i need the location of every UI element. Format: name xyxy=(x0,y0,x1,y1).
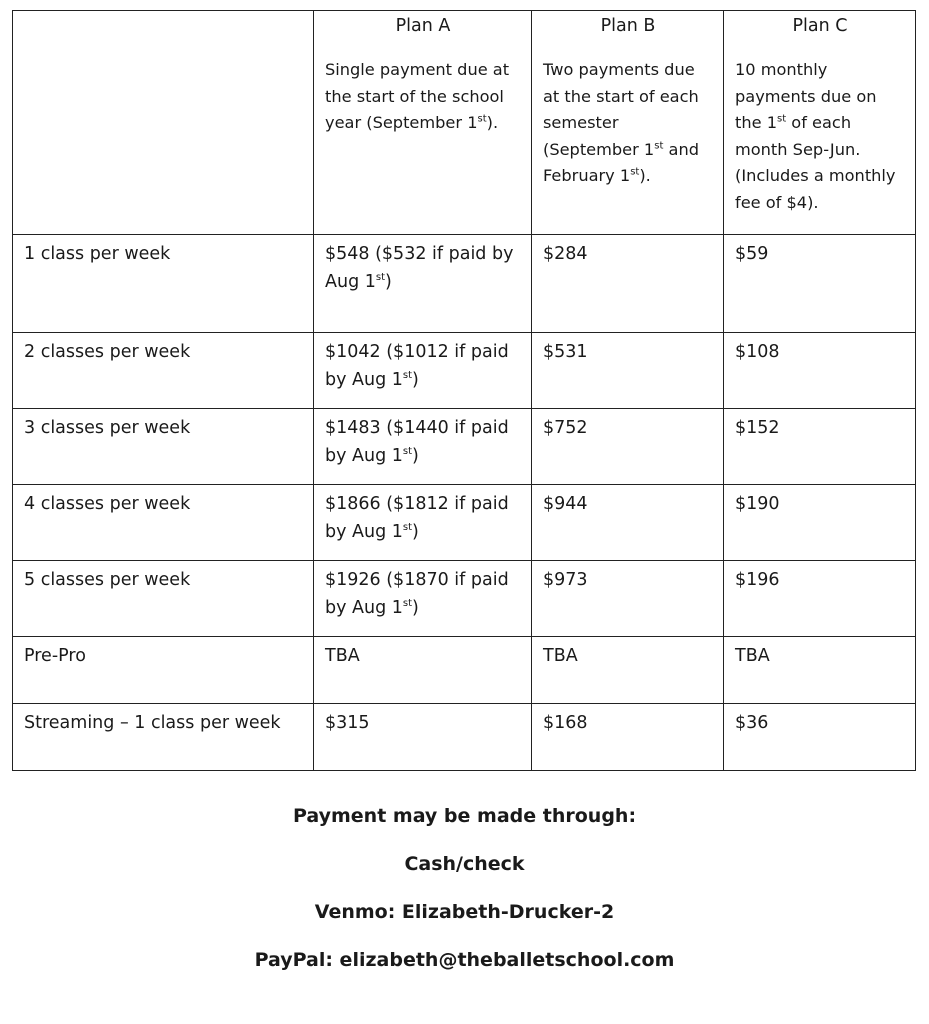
table-row xyxy=(13,235,916,333)
plan-b-price: $752 xyxy=(532,409,724,485)
plan-a-price: TBA xyxy=(314,637,532,704)
plan-c-description: 10 monthly payments due on the 1st of each month Sep-Jun. (Includes a monthly fee of $4). xyxy=(735,60,896,212)
plan-c-name: Plan C xyxy=(792,16,848,36)
payment-section xyxy=(0,804,929,996)
row-label: 3 classes per week xyxy=(13,409,314,485)
plan-c-price: $59 xyxy=(724,235,916,333)
plan-a-price: $548 ($532 if paid by Aug 1st) xyxy=(314,235,532,333)
plan-b-description: Two payments due at the start of each semester (September 1st and February 1st). xyxy=(543,60,699,185)
plan-b-name: Plan B xyxy=(600,16,656,36)
row-label: 5 classes per week xyxy=(13,561,314,637)
plan-b-header xyxy=(532,11,724,235)
plan-a-description: Single payment due at the start of the school year (September 1st). xyxy=(325,60,510,132)
plan-b-price: $168 xyxy=(532,704,724,771)
header-row xyxy=(13,11,916,235)
plan-a-price: $1866 ($1812 if paid by Aug 1st) xyxy=(314,485,532,561)
table-row xyxy=(13,637,916,704)
plan-c-price: $36 xyxy=(724,704,916,771)
tuition-table xyxy=(12,10,916,771)
plan-c-price: $152 xyxy=(724,409,916,485)
row-label: 4 classes per week xyxy=(13,485,314,561)
table-row xyxy=(13,409,916,485)
plan-b-price: $284 xyxy=(532,235,724,333)
header-corner-cell xyxy=(13,11,314,235)
plan-a-header xyxy=(314,11,532,235)
plan-c-price: $190 xyxy=(724,485,916,561)
row-label: 1 class per week xyxy=(13,235,314,333)
plan-a-price: $1926 ($1870 if paid by Aug 1st) xyxy=(314,561,532,637)
plan-c-price: $196 xyxy=(724,561,916,637)
plan-b-price: $944 xyxy=(532,485,724,561)
plan-c-price: $108 xyxy=(724,333,916,409)
plan-a-price: $1042 ($1012 if paid by Aug 1st) xyxy=(314,333,532,409)
plan-b-price: $531 xyxy=(532,333,724,409)
payment-method-cash: Cash/check xyxy=(404,853,525,875)
row-label: Pre-Pro xyxy=(13,637,314,704)
plan-a-name: Plan A xyxy=(395,16,451,36)
table-row xyxy=(13,561,916,637)
plan-b-price: $973 xyxy=(532,561,724,637)
plan-b-price: TBA xyxy=(532,637,724,704)
payment-heading: Payment may be made through: xyxy=(292,805,637,827)
table-row xyxy=(13,485,916,561)
row-label: Streaming – 1 class per week xyxy=(13,704,314,771)
table-row xyxy=(13,704,916,771)
row-label: 2 classes per week xyxy=(13,333,314,409)
plan-c-header xyxy=(724,11,916,235)
payment-method-venmo: Venmo: Elizabeth-Drucker-2 xyxy=(314,901,615,923)
table-row xyxy=(13,333,916,409)
plan-a-price: $1483 ($1440 if paid by Aug 1st) xyxy=(314,409,532,485)
plan-c-price: TBA xyxy=(724,637,916,704)
plan-a-price: $315 xyxy=(314,704,532,771)
payment-method-paypal: PayPal: elizabeth@theballetschool.com xyxy=(254,949,675,971)
